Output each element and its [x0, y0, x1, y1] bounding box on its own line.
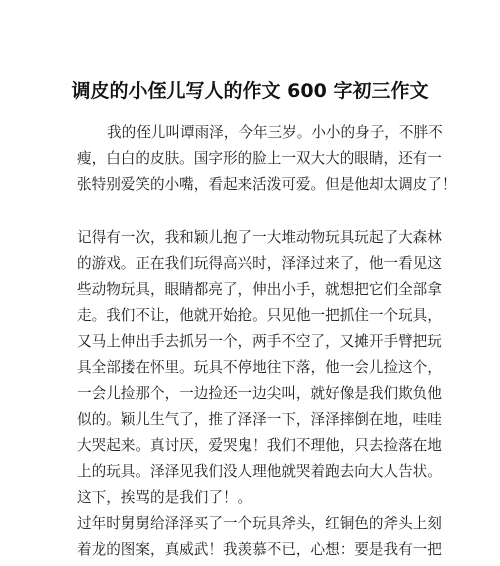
text-line: 似的。颖儿生气了，推了泽泽一下，泽泽摔倒在地，哇哇	[77, 411, 442, 428]
text-line: 一会儿捡那个，一边捡还一边尖叫，就好像是我们欺负他	[77, 385, 442, 402]
text-line: 这下，挨骂的是我们了！。	[77, 489, 253, 506]
text-line: 的游戏。正在我们玩得高兴时，泽泽过来了，他一看见这	[77, 255, 442, 272]
text-line: 着龙的图案，真威武！我羡慕不已，心想：要是我有一把	[77, 541, 442, 558]
document-title: 调皮的小侄儿写人的作文 600 字初三作文	[71, 80, 429, 102]
text-line: 又马上伸出手去抓另一个，两手不空了，又摊开手臂把玩	[77, 333, 442, 350]
text-line: 大哭起来。真讨厌，爱哭鬼！我们不理他，只去捡落在地	[77, 437, 442, 454]
text-line: 过年时舅舅给泽泽买了一个玩具斧头，红铜色的斧头上刻	[77, 515, 442, 532]
text-line: 我的侄儿叫谭雨泽，今年三岁。小小的身子，不胖不	[107, 124, 443, 141]
text-line: 上的玩具。泽泽见我们没人理他就哭着跑去向大人告状。	[77, 463, 442, 480]
text-line: 瘦，白白的皮肤。国字形的脸上一双大大的眼睛，还有一	[77, 150, 442, 167]
text-line: 具全部搂在怀里。玩具不停地往下落，他一会儿捡这个，	[77, 359, 442, 376]
text-line: 张特别爱笑的小嘴，看起来活泼可爱。但是他却太调皮了！	[77, 176, 457, 193]
text-line: 走。我们不让，他就开始抢。只见他一把抓住一个玩具，	[77, 307, 442, 324]
text-line: 记得有一次，我和颖儿抱了一大堆动物玩具玩起了大森林	[77, 229, 442, 246]
text-line: 些动物玩具，眼睛都亮了，伸出小手，就想把它们全部拿	[77, 281, 442, 298]
